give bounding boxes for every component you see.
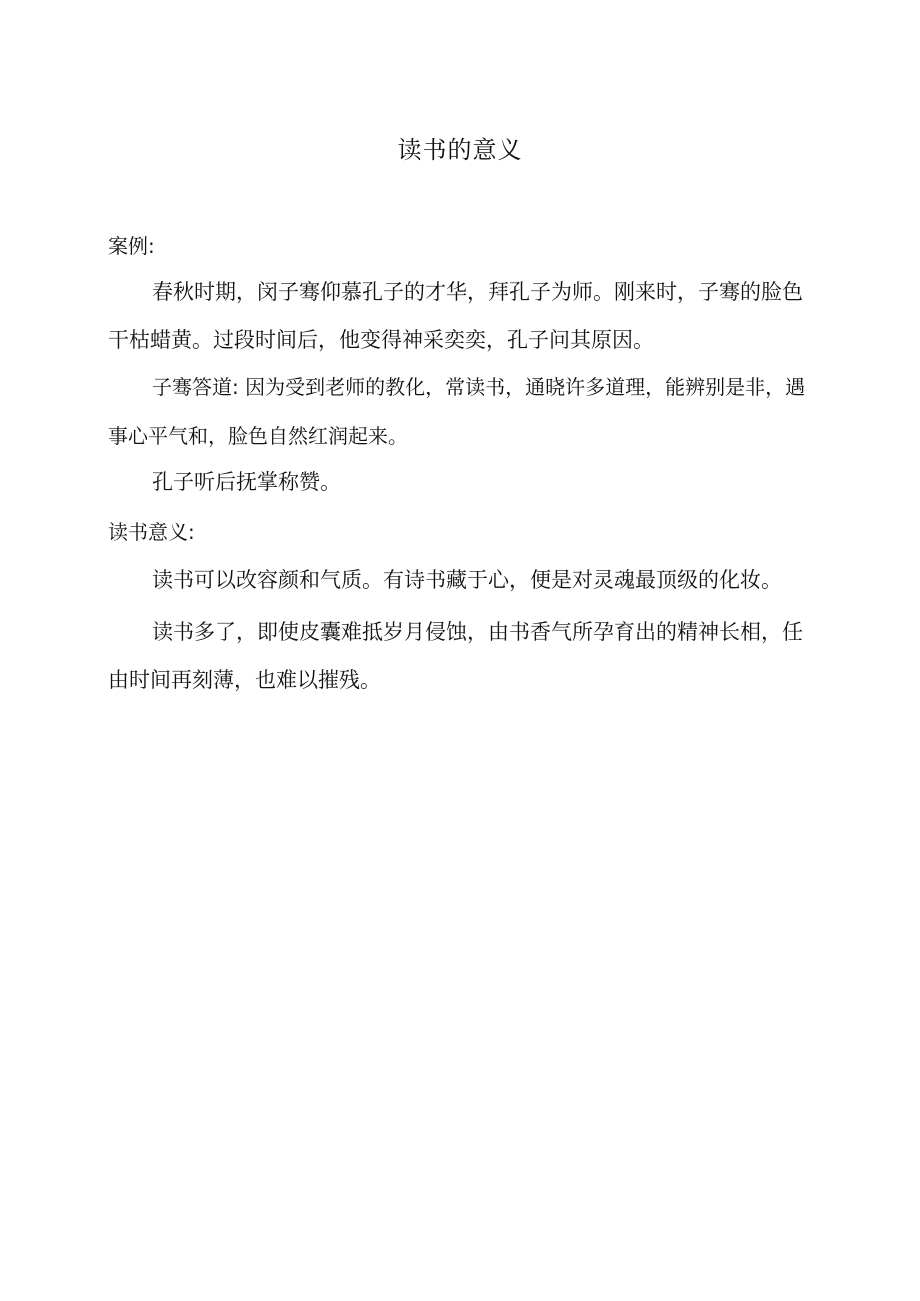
meaning-heading: 读书意义: (108, 520, 195, 544)
meaning-paragraph-2-block (108, 608, 813, 704)
case-paragraph-1-block (108, 268, 813, 364)
case-heading: 案例: (108, 234, 155, 258)
meaning-paragraph-2: 读书多了，即使皮囊难抵岁月侵蚀，由书香气所孕育出的精神长相，任由时间再刻薄，也难以摧残。 (108, 620, 803, 692)
meaning-paragraph-1-block (108, 556, 813, 604)
case-paragraph-3: 孔子听后抚掌称赞。 (152, 470, 341, 494)
case-paragraph-2: 子骞答道: 因为受到老师的教化，常读书，通晓许多道理，能辨别是非，遇事心平气和，脸色自然红润起来。 (108, 375, 806, 448)
case-paragraph-1: 春秋时期，闵子骞仰慕孔子的才华，拜孔子为师。刚来时，子骞的脸色干枯蜡黄。过段时间后，他变得神采奕奕，孔子问其原因。 (108, 280, 803, 352)
meaning-paragraph-1: 读书可以改容颜和气质。有诗书藏于心，便是对灵魂最顶级的化妆。 (152, 568, 782, 592)
case-paragraph-3-block (108, 458, 813, 506)
case-paragraph-2-block (108, 363, 813, 461)
document-title: 读书的意义 (397, 136, 523, 164)
